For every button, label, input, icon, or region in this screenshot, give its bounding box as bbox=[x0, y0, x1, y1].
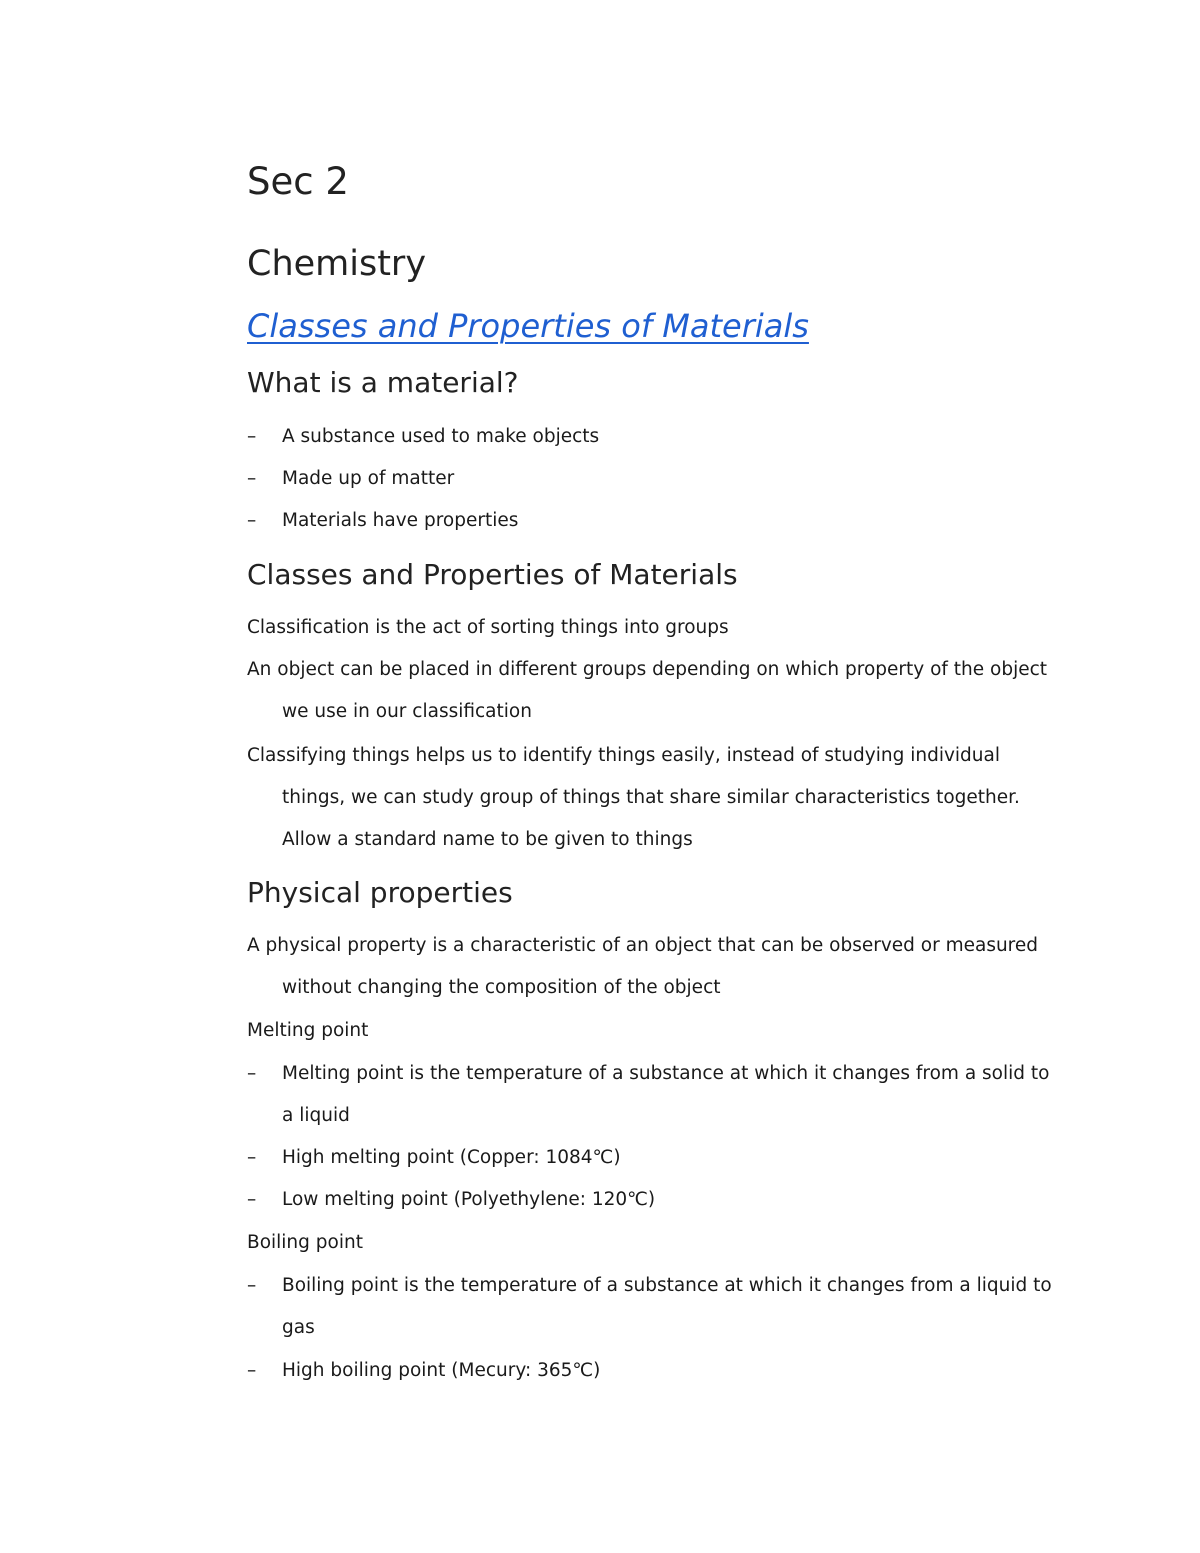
bullet-dash: – bbox=[247, 468, 257, 489]
list-item: Boiling point is the temperature of a substance at which it changes from a liquid to bbox=[282, 1275, 1052, 1296]
list-item: Materials have properties bbox=[282, 510, 519, 531]
list-item-continuation: gas bbox=[282, 1317, 315, 1338]
paragraph-continuation: without changing the composition of the object bbox=[282, 977, 721, 998]
subheading-boiling-point: Boiling point bbox=[247, 1232, 363, 1253]
list-item: High melting point (Copper: 1084℃) bbox=[282, 1147, 621, 1168]
bullet-dash: – bbox=[247, 1275, 257, 1296]
paragraph: Classifying things helps us to identify things easily, instead of studying individual bbox=[247, 745, 1000, 766]
list-item: Melting point is the temperature of a substance at which it changes from a solid to bbox=[282, 1063, 1050, 1084]
section-heading-material: What is a material? bbox=[247, 366, 519, 399]
list-item: Made up of matter bbox=[282, 468, 455, 489]
subheading-melting-point: Melting point bbox=[247, 1020, 369, 1041]
section-heading-physical: Physical properties bbox=[247, 876, 513, 909]
paragraph: Classification is the act of sorting things into groups bbox=[247, 617, 729, 638]
paragraph: A physical property is a characteristic of an object that can be observed or measured bbox=[247, 935, 1039, 956]
paragraph: An object can be placed in different groups depending on which property of the object bbox=[247, 659, 1048, 680]
bullet-dash: – bbox=[247, 510, 257, 531]
list-item: Low melting point (Polyethylene: 120℃) bbox=[282, 1189, 656, 1210]
topic-link[interactable]: Classes and Properties of Materials bbox=[247, 307, 809, 345]
list-item: A substance used to make objects bbox=[282, 426, 600, 447]
subject-heading: Chemistry bbox=[247, 244, 427, 284]
document-title: Sec 2 bbox=[247, 160, 349, 203]
bullet-dash: – bbox=[247, 1063, 257, 1084]
bullet-dash: – bbox=[247, 426, 257, 447]
bullet-dash: – bbox=[247, 1360, 257, 1381]
list-item: High boiling point (Mecury: 365℃) bbox=[282, 1360, 601, 1381]
paragraph-continuation: Allow a standard name to be given to things bbox=[282, 829, 693, 850]
bullet-dash: – bbox=[247, 1147, 257, 1168]
paragraph-continuation: things, we can study group of things that share similar characteristics together. bbox=[282, 787, 1020, 808]
section-heading-classes: Classes and Properties of Materials bbox=[247, 558, 738, 591]
paragraph-continuation: we use in our classification bbox=[282, 701, 532, 722]
bullet-dash: – bbox=[247, 1189, 257, 1210]
list-item-continuation: a liquid bbox=[282, 1105, 350, 1126]
